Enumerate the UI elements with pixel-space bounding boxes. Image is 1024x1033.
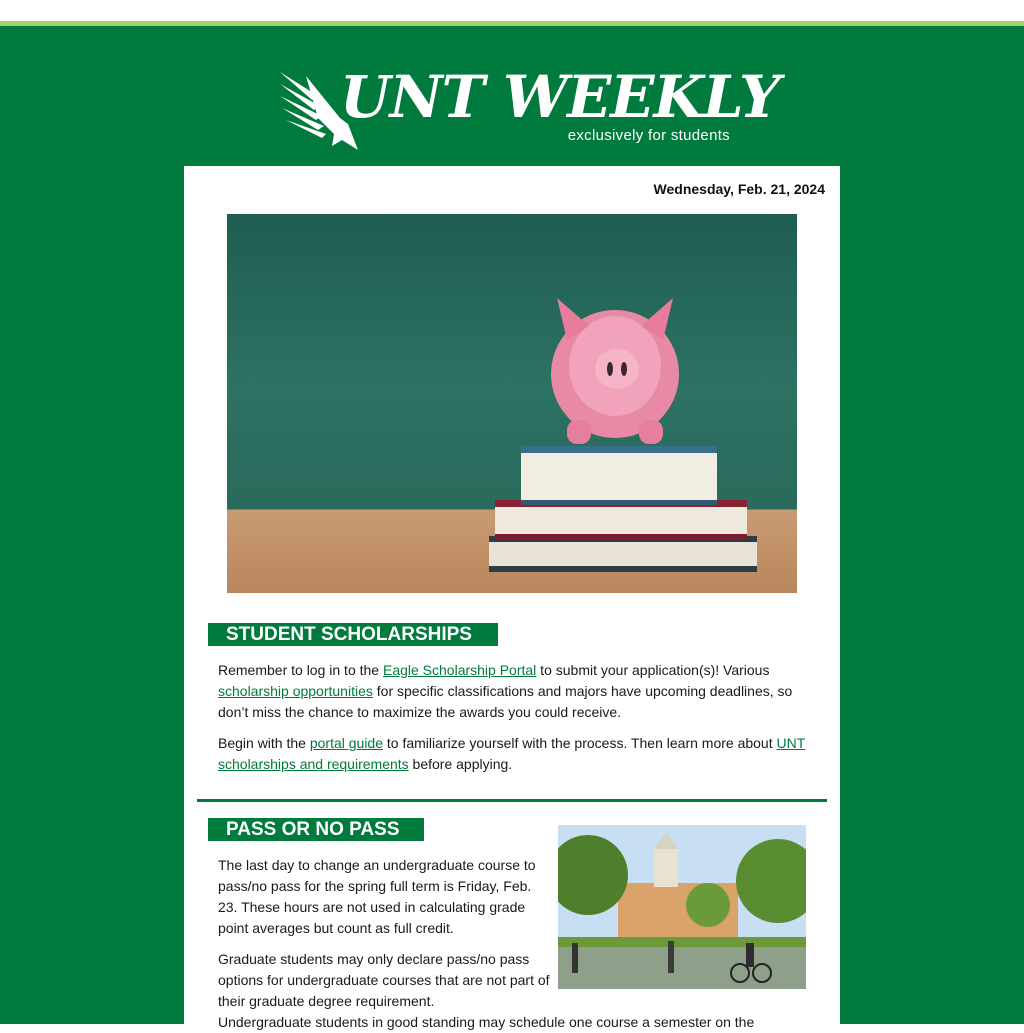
campus-photo (558, 825, 806, 989)
campus-illustration (558, 825, 806, 989)
pass-no-pass-paragraph-2: Graduate students may only declare pass/no pass options for undergraduate courses that are not part of their graduate degree requirement. (218, 951, 550, 1009)
section-divider (197, 799, 827, 802)
unt-scholarships-requirements-link[interactable]: UNT scholarships and requirements (218, 735, 806, 772)
masthead-title: UNT WEEKLY (340, 63, 780, 131)
hero-image-piggy-bank (227, 214, 797, 593)
portal-guide-link[interactable]: portal guide (309, 735, 384, 751)
section-heading-pass-or-no-pass: PASS OR NO PASS (208, 818, 424, 841)
pass-no-pass-paragraph-3: Undergraduate students in good standing may schedule one course a semester on the (218, 1014, 755, 1030)
text-run: Remember to log in to the (218, 662, 383, 678)
scholarships-paragraph-1 (218, 660, 814, 723)
newsletter-card (184, 166, 840, 1030)
scholarship-opportunities-link[interactable]: scholarship opportunities (218, 683, 373, 699)
masthead (278, 62, 780, 158)
piggy-bank-illustration (227, 214, 797, 593)
eagle-scholarship-portal-link[interactable]: Eagle Scholarship Portal (382, 662, 537, 678)
text-run: before applying. (408, 756, 513, 772)
text-run: to familiarize yourself with the process. Then learn more about (383, 735, 777, 751)
text-run: for specific classifications and majors have upcoming deadlines, so don’t miss the chance to maximize the awards you could receive. (218, 683, 793, 720)
text-run: to submit your application(s)! Various (536, 662, 770, 678)
scholarships-paragraph-2 (218, 733, 814, 775)
section-heading-student-scholarships: STUDENT SCHOLARSHIPS (208, 623, 498, 646)
text-run: Begin with the (218, 735, 310, 751)
top-bar (0, 0, 1024, 21)
pass-no-pass-paragraph-1: The last day to change an undergraduate course to pass/no pass for the spring full term is Friday, Feb. 23. These hours are not used in calculating grade point averages but count as full credit. (218, 857, 536, 936)
issue-date: Wednesday, Feb. 21, 2024 (653, 181, 825, 197)
masthead-tagline: exclusively for students (567, 127, 730, 144)
